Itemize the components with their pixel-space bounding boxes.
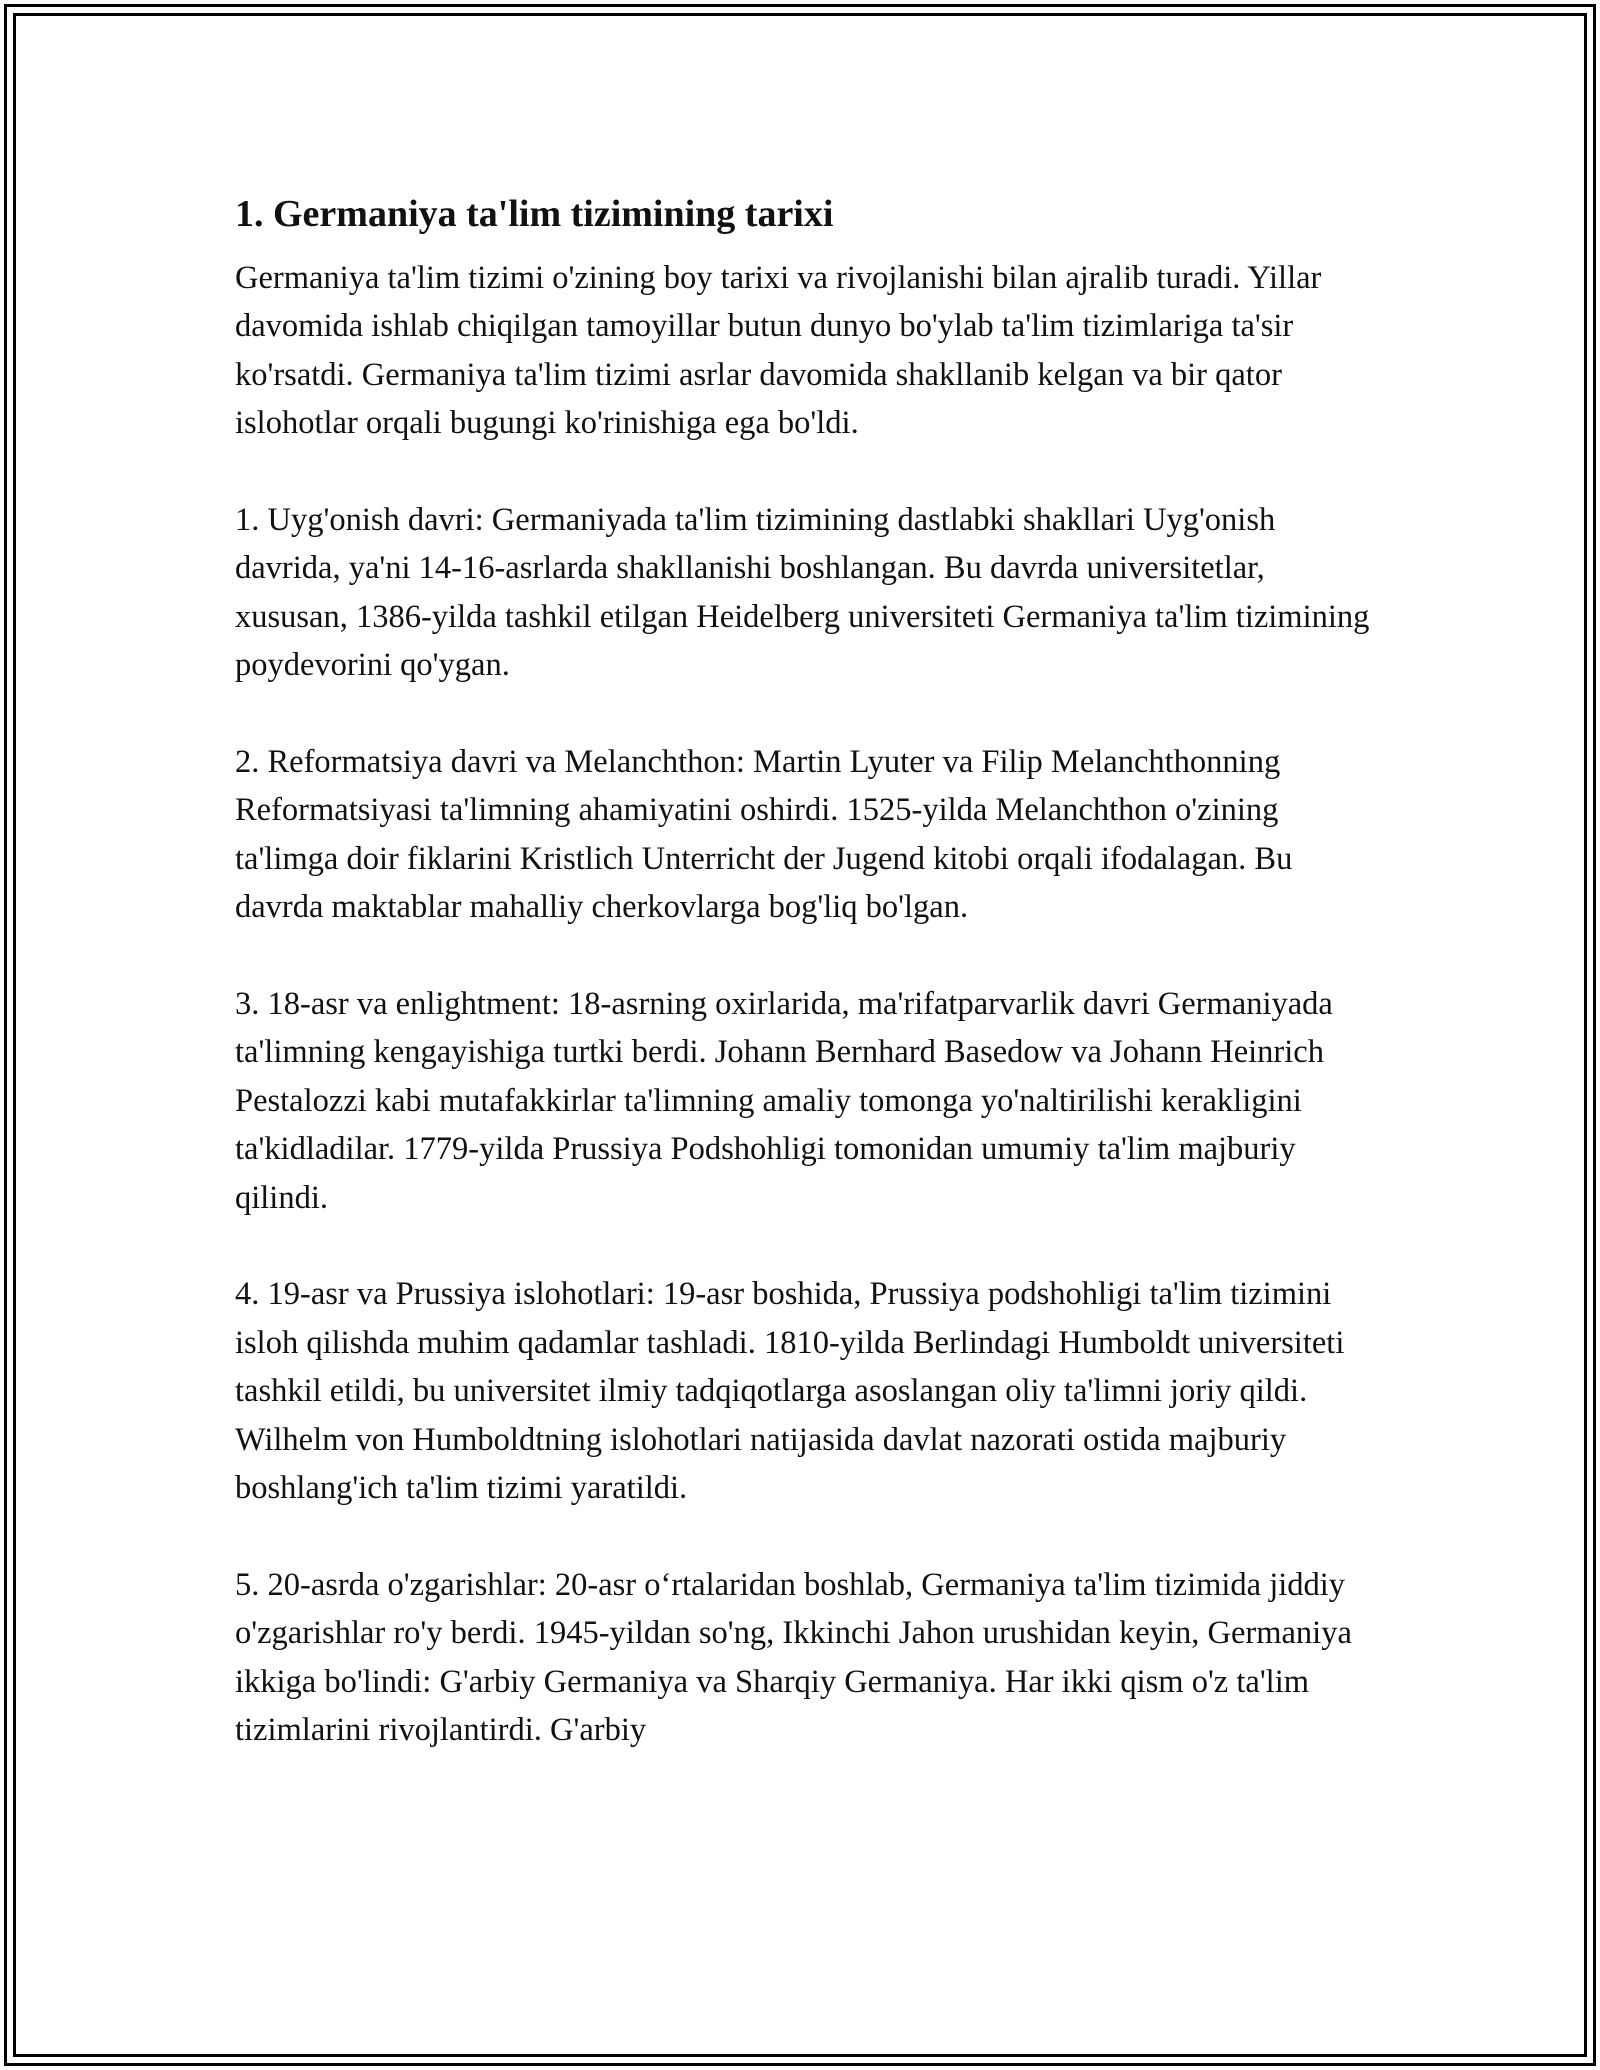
- paragraph-renaissance: 1. Uyg'onish davri: Germaniyada ta'lim tizimining dastlabki shakllari Uyg'onish davrida, ya'ni 14-16-asrlarda shakllanishi boshlangan. Bu davrda universitetlar, xususan, 1386-yilda tashkil etilgan Heidelberg universiteti Germaniya ta'lim tizimining poydevorini qo'ygan.: [235, 502, 1370, 684]
- paragraph-18th-century: 3. 18-asr va enlightment: 18-asrning oxirlarida, ma'rifatparvarlik davri Germaniyada ta'limning kengayishiga turtki berdi. Johann Bernhard Basedow va Johann Heinrich Pestalozzi kabi mutafakkirlar ta'limning amaliy tomonga yo'naltirilishi kerakligini ta'kidladilar. 1779-yilda Prussiya Podshohligi tomonidan umumiy ta'lim majburiy qilindi.: [235, 986, 1333, 1216]
- paragraph-20th-century: 5. 20-asrda o'zgarishlar: 20-asr o‘rtalaridan boshlab, Germaniya ta'lim tizimida jiddiy o'zgarishlar ro'y berdi. 1945-yildan so'ng, Ikkinchi Jahon urushidan keyin, Germaniya ikkiga bo'lindi: G'arbiy Germaniya va Sharqiy Germaniya. Har ikki qism o'z ta'lim tizimlarini rivojlantirdi. G'arbiy: [235, 1566, 1352, 1749]
- paragraph-19th-century: 4. 19-asr va Prussiya islohotlari: 19-asr boshida, Prussiya podshohligi ta'lim tizimini isloh qilishda muhim qadamlar tashladi. 1810-yilda Berlindagi Humboldt universiteti tashkil etildi, bu universitet ilmiy tadqiqotlarga asoslangan oliy ta'limni joriy qildi. Wilhelm von Humboldtning islohotlari natijasida davlat nazorati ostida majburiy boshlang'ich ta'lim tizimi yaratildi.: [235, 1276, 1345, 1507]
- intro-paragraph: Germaniya ta'lim tizimi o'zining boy tarixi va rivojlanishi bilan ajralib turadi. Yillar davomida ishlab chiqilgan tamoyillar butun dunyo bo'ylab ta'lim tizimlariga ta'sir ko'rsatdi. Germaniya ta'lim tizimi asrlar davomida shakllanib kelgan va bir qator islohotlar orqali bugungi ko'rinishiga ega bo'ldi.: [235, 260, 1322, 442]
- document-body: [235, 186, 1375, 1803]
- paragraph-reformation: 2. Reformatsiya davri va Melanchthon: Martin Lyuter va Filip Melanchthonning Reformatsiyasi ta'limning ahamiyatini oshirdi. 1525-yilda Melanchthon o'zining ta'limga doir fiklarini Kristlich Unterricht der Jugend kitobi orqali ifodalagan. Bu davrda maktablar mahalliy cherkovlarga bog'liq bo'lgan.: [235, 744, 1293, 926]
- section-heading: 1. Germaniya ta'lim tizimining tarixi: [235, 193, 834, 235]
